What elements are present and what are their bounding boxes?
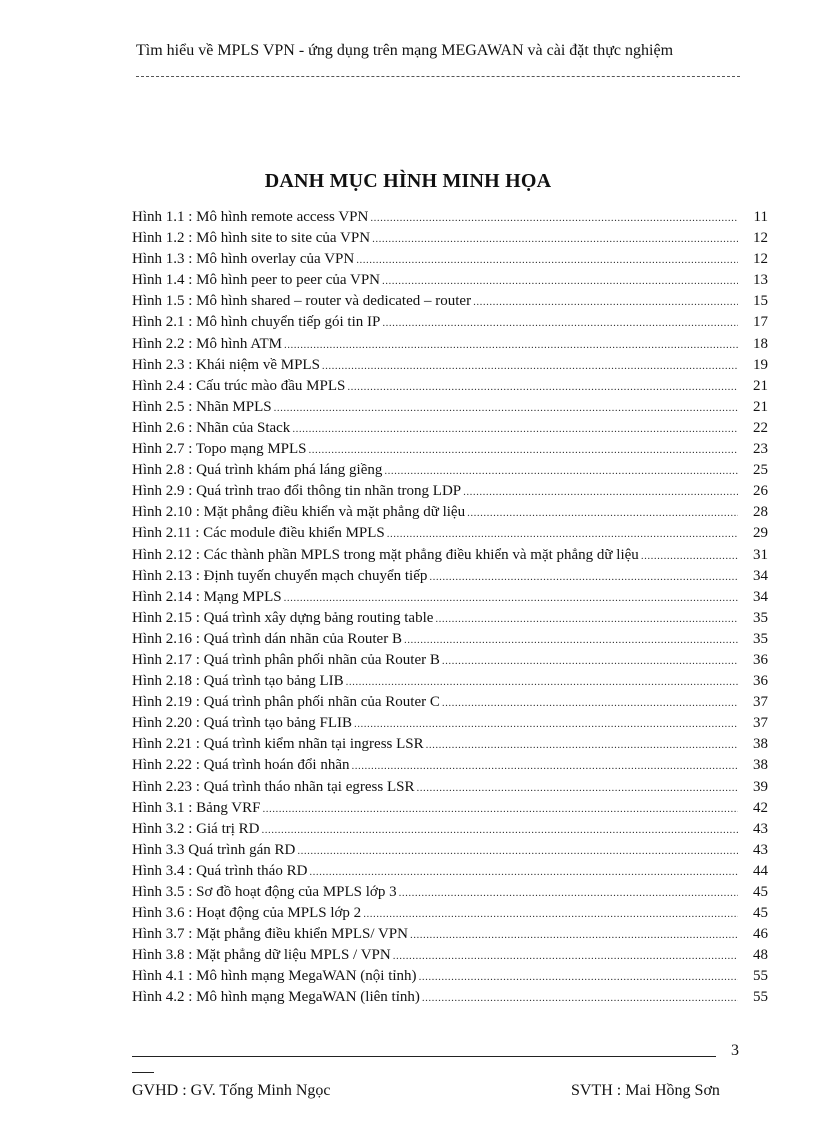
toc-entry (132, 334, 768, 355)
dot-leader (410, 925, 738, 946)
toc-entry-label: Hình 2.4 : Cấu trúc mào đầu MPLS (132, 377, 346, 394)
toc-entry-page: 35 (753, 609, 768, 626)
dot-leader (351, 756, 738, 777)
toc-entry-page: 38 (753, 757, 768, 774)
header-divider (136, 76, 740, 77)
student-label: SVTH : Mai Hồng Sơn (571, 1082, 720, 1099)
toc-entry-label: Hình 2.8 : Quá trình khám phá láng giềng (132, 462, 383, 479)
toc-entry-label: Hình 3.8 : Mặt phẳng dữ liệu MPLS / VPN (132, 947, 391, 964)
dot-leader (442, 651, 738, 672)
toc-entry-label: Hình 2.1 : Mô hình chuyển tiếp gói tin IP (132, 314, 381, 331)
toc-entry (132, 249, 768, 270)
toc-entry-page: 22 (753, 419, 768, 436)
toc-entry (132, 713, 768, 734)
toc-entry-label: Hình 2.21 : Quá trình kiểm nhãn tại ingress LSR (132, 736, 424, 753)
toc-entry-label: Hình 2.6 : Nhãn của Stack (132, 419, 291, 436)
toc-entry-label: Hình 2.13 : Định tuyến chuyển mạch chuyển tiếp (132, 567, 428, 584)
toc-entry-page: 23 (753, 441, 768, 458)
dot-leader (356, 250, 738, 271)
toc-entry-page: 36 (753, 673, 768, 690)
toc-entry-label: Hình 2.9 : Quá trình trao đổi thông tin nhãn trong LDP (132, 483, 462, 500)
dot-leader (292, 419, 738, 440)
toc-entry-page: 26 (753, 483, 768, 500)
toc-entry-label: Hình 2.7 : Topo mạng MPLS (132, 441, 307, 458)
toc-entry-label: Hình 1.4 : Mô hình peer to peer của VPN (132, 272, 381, 289)
toc-entry (132, 376, 768, 397)
dot-leader (467, 503, 738, 524)
dot-leader (473, 292, 738, 313)
toc-entry (132, 291, 768, 312)
running-header: Tìm hiểu về MPLS VPN - ứng dụng trên mạng MEGAWAN và cài đặt thực nghiệm (136, 42, 674, 59)
page-title: DANH MỤC HÌNH MINH HỌA (264, 170, 552, 192)
toc-entry-page: 45 (753, 884, 768, 900)
toc-entry-page: 15 (753, 293, 768, 310)
dot-leader (404, 630, 738, 651)
dot-leader (399, 883, 738, 904)
toc-entry (132, 882, 768, 903)
toc-entry-label: Hình 2.3 : Khái niệm về MPLS (132, 356, 320, 373)
dot-leader (322, 356, 738, 377)
dot-leader (284, 588, 738, 609)
toc-entry-page: 48 (753, 947, 768, 964)
footer-rule-stub (132, 1072, 154, 1073)
toc-entry-page: 55 (753, 968, 768, 985)
toc-entry (132, 924, 768, 945)
toc-entry-page: 17 (753, 314, 768, 331)
toc-entry (132, 650, 768, 671)
dot-leader (363, 904, 738, 925)
dot-leader (274, 398, 738, 419)
toc-entry-label: Hình 1.2 : Mô hình site to site của VPN (132, 230, 371, 247)
toc-entry (132, 545, 768, 566)
toc-entry-page: 21 (753, 398, 768, 415)
toc-entry-label: Hình 3.1 : Bảng VRF (132, 799, 261, 816)
toc-entry-page: 18 (753, 335, 768, 352)
toc-entry-label: Hình 3.2 : Giá trị RD (132, 820, 260, 837)
toc-entry-label: Hình 3.5 : Sơ đồ hoạt động của MPLS lớp 3 (132, 884, 397, 900)
toc-entry-label: Hình 1.1 : Mô hình remote access VPN (132, 209, 369, 225)
toc-entry (132, 861, 768, 882)
dot-leader (442, 693, 738, 714)
toc-entry-page: 12 (753, 230, 768, 247)
dot-leader (426, 735, 738, 756)
toc-entry-label: Hình 2.16 : Quá trình dán nhãn của Router B (132, 630, 402, 647)
toc-entry (132, 608, 768, 629)
footer-rule (132, 1056, 716, 1057)
toc-entry-page: 44 (753, 862, 768, 879)
toc-entry-page: 35 (753, 630, 768, 647)
toc-entry-page: 43 (753, 820, 768, 837)
toc-entry (132, 312, 768, 333)
toc-entry-page: 12 (753, 251, 768, 268)
dot-leader (372, 229, 738, 250)
toc-entry-label: Hình 2.10 : Mặt phẳng điều khiển và mặt phẳng dữ liệu (132, 504, 466, 521)
toc-entry-page: 11 (753, 209, 768, 225)
toc-entry (132, 207, 768, 228)
toc-entry-page: 45 (753, 905, 768, 922)
toc-entry-label: Hình 2.12 : Các thành phần MPLS trong mặt phẳng điều khiển và mặt phẳng dữ liệu (132, 546, 639, 563)
dot-leader (370, 208, 738, 229)
toc-entry-label: Hình 2.5 : Nhãn MPLS (132, 398, 272, 415)
toc-entry-label: Hình 2.2 : Mô hình ATM (132, 335, 283, 352)
toc-entry-label: Hình 2.18 : Quá trình tạo bảng LIB (132, 673, 344, 690)
toc-entry-label: Hình 1.3 : Mô hình overlay của VPN (132, 251, 355, 268)
toc-entry-label: Hình 2.17 : Quá trình phân phối nhãn của Router B (132, 651, 440, 668)
dot-leader (641, 546, 738, 567)
dot-leader (309, 862, 738, 883)
dot-leader (422, 988, 738, 1009)
dot-leader (354, 714, 738, 735)
toc-entry-page: 38 (753, 736, 768, 753)
dot-leader (416, 778, 738, 799)
toc-entry-page: 34 (753, 588, 768, 605)
toc-entry-label: Hình 2.11 : Các module điều khiển MPLS (132, 525, 385, 542)
toc-entry-page: 42 (753, 799, 768, 816)
toc-entry-label: Hình 3.4 : Quá trình tháo RD (132, 862, 308, 879)
toc-entry (132, 523, 768, 544)
toc-entry (132, 481, 768, 502)
toc-entry (132, 460, 768, 481)
toc-entry (132, 819, 768, 840)
advisor-label: GVHD : GV. Tống Minh Ngọc (132, 1082, 331, 1099)
toc-entry-page: 25 (753, 462, 768, 479)
toc-entry-page: 36 (753, 651, 768, 668)
toc-entry-page: 39 (753, 778, 768, 795)
toc-entry (132, 755, 768, 776)
toc-entry-page: 31 (753, 546, 768, 563)
toc-entry-label: Hình 2.19 : Quá trình phân phối nhãn của Router C (132, 694, 440, 711)
toc-entry-page: 28 (753, 504, 768, 521)
dot-leader (463, 482, 738, 503)
toc-entry-label: Hình 2.22 : Quá trình hoán đổi nhãn (132, 757, 350, 774)
dot-leader (429, 567, 738, 588)
dot-leader (297, 841, 738, 862)
toc-entry (132, 270, 768, 291)
toc-entry (132, 418, 768, 439)
toc-entry (132, 228, 768, 249)
toc-entry (132, 502, 768, 523)
toc-entry-page: 34 (753, 567, 768, 584)
dot-leader (262, 820, 739, 841)
toc-entry (132, 777, 768, 798)
toc-entry (132, 587, 768, 608)
dot-leader (309, 440, 738, 461)
toc-entry-label: Hình 1.5 : Mô hình shared – router và dedicated – router (132, 293, 472, 310)
toc-entry-page: 55 (753, 989, 768, 1006)
toc-entry (132, 966, 768, 987)
toc-entry (132, 397, 768, 418)
toc-entry (132, 840, 768, 861)
toc-entry-label: Hình 2.14 : Mạng MPLS (132, 588, 282, 605)
toc-entry-page: 19 (753, 356, 768, 373)
toc-entry-page: 37 (753, 694, 768, 711)
toc-entry-label: Hình 2.20 : Quá trình tạo bảng FLIB (132, 715, 352, 732)
toc-entry-page: 29 (753, 525, 768, 542)
toc-entry (132, 671, 768, 692)
toc-entry (132, 439, 768, 460)
toc-entry (132, 734, 768, 755)
toc-entry (132, 903, 768, 924)
dot-leader (346, 672, 738, 693)
toc-entry (132, 798, 768, 819)
toc-entry-page: 21 (753, 377, 768, 394)
dot-leader (387, 524, 738, 545)
toc-entry (132, 566, 768, 587)
toc-entry (132, 629, 768, 650)
dot-leader (284, 335, 738, 356)
toc-entry-label: Hình 3.3 Quá trình gán RD (132, 841, 296, 858)
dot-leader (435, 609, 738, 630)
toc-entry-page: 13 (753, 272, 768, 289)
dot-leader (382, 271, 738, 292)
toc-entry (132, 945, 768, 966)
toc-entry-label: Hình 4.1 : Mô hình mạng MegaWAN (nội tỉnh) (132, 968, 417, 985)
toc-entry-label: Hình 3.6 : Hoạt động của MPLS lớp 2 (132, 905, 362, 922)
toc-entry (132, 692, 768, 713)
toc-entry-page: 43 (753, 841, 768, 858)
toc-entry-label: Hình 3.7 : Mặt phẳng điều khiển MPLS/ VPN (132, 926, 408, 943)
dot-leader (382, 313, 738, 334)
toc-entry-page: 46 (753, 926, 768, 943)
page-number: 3 (731, 1042, 739, 1059)
toc-entry-label: Hình 2.15 : Quá trình xây dựng bảng routing table (132, 609, 434, 626)
toc-entry (132, 987, 768, 1008)
figure-list (132, 207, 768, 1009)
toc-entry-page: 37 (753, 715, 768, 732)
dot-leader (263, 799, 739, 820)
toc-entry (132, 355, 768, 376)
dot-leader (393, 946, 738, 967)
dot-leader (347, 377, 738, 398)
toc-entry-label: Hình 2.23 : Quá trình tháo nhãn tại egress LSR (132, 778, 415, 795)
dot-leader (419, 967, 738, 988)
dot-leader (384, 461, 738, 482)
toc-entry-label: Hình 4.2 : Mô hình mạng MegaWAN (liên tỉnh) (132, 989, 420, 1006)
